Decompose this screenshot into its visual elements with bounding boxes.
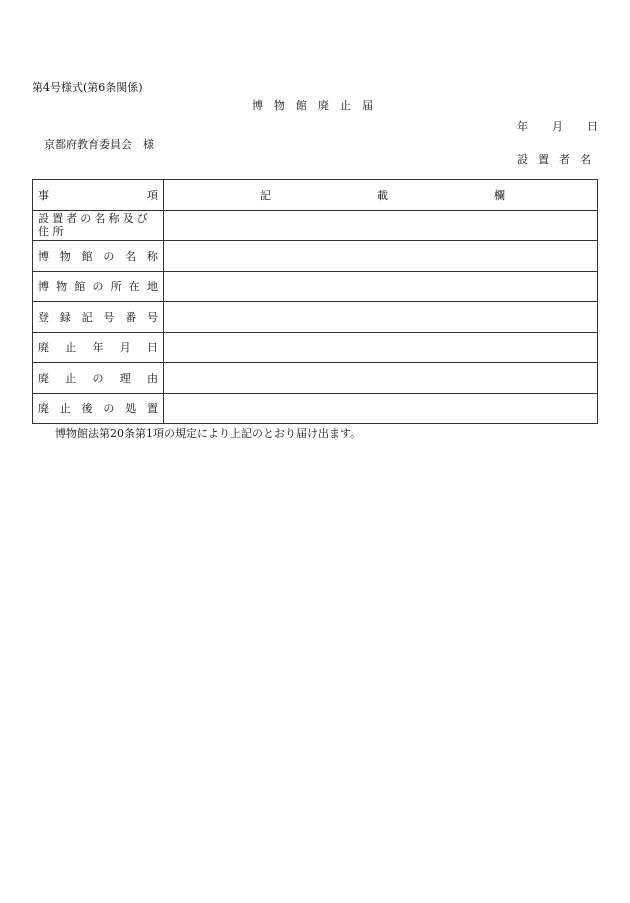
table-row [33,271,598,302]
table-row [33,302,598,333]
row-label-char: 館 [81,249,93,263]
row-label-char: 住 [38,225,49,239]
row-label-char: 廃 [38,402,49,416]
row-label-char: 年 [92,341,104,355]
submitter-label-text: 設置者名 [517,153,601,166]
row-label-char: 止 [65,341,77,355]
table-header-row [33,180,598,211]
row-label-char: 号 [103,310,115,324]
header-entry-char: 記 [260,188,271,202]
row-value-cell[interactable] [164,210,598,241]
header-item-cell [33,180,164,211]
row-label-char: 所 [52,225,64,239]
row-label-char: 日 [147,341,158,355]
row-label-char: 登 [38,310,49,324]
date-month-label: 月 [552,120,563,133]
row-label-cell [33,241,164,272]
row-label-char: の [103,249,115,263]
row-label-char: 記 [81,310,93,324]
row-label-char: 止 [59,402,71,416]
row-label-char: の [92,280,104,294]
table-row [33,393,598,424]
addressee: 京都府教育委員会 様 [44,138,154,151]
notification-table [32,179,598,424]
row-label [38,400,158,416]
row-label [38,309,158,325]
table-row [33,210,598,241]
page-title [252,99,384,112]
header-entry-label [164,187,597,203]
submitter-label [517,154,601,165]
row-label [38,339,158,355]
row-label-char: 廃 [38,371,49,385]
row-value-cell[interactable] [164,271,598,302]
row-label-cell [33,393,164,424]
row-label-char: 後 [81,402,93,416]
row-label-cell [33,210,164,241]
row-value-cell[interactable] [164,241,598,272]
row-label-char: 理 [119,371,131,385]
row-label-char: 博 [38,280,49,294]
header-item-char: 事 [38,188,49,202]
header-item-char: 項 [147,188,158,202]
date-day-label: 日 [587,120,598,133]
table-row [33,241,598,272]
row-label [38,278,158,294]
row-label-char: 物 [59,249,71,263]
row-label-char: の [92,371,104,385]
header-item-label [38,187,158,203]
row-label-char: 名 [125,249,137,263]
table-row [33,363,598,394]
row-label-char: 由 [147,371,158,385]
row-label [38,370,158,386]
row-label-char: 録 [59,310,71,324]
row-label-line2 [38,225,158,238]
row-label-char: 博 [38,249,49,263]
table-row [33,332,598,363]
date-year-label: 年 [517,120,528,133]
row-label-cell [33,271,164,302]
row-value-cell[interactable] [164,363,598,394]
row-label-cell [33,332,164,363]
row-label-char: 在 [128,280,140,294]
row-label-char: の [103,402,115,416]
row-label-char: 号 [146,310,158,324]
row-value-cell[interactable] [164,332,598,363]
row-label-char: 止 [65,371,77,385]
header-entry-char: 欄 [494,188,505,202]
form-number: 第4号様式(第6条関係) [32,81,143,94]
footer-statement: 博物館法第20条第1項の規定により上記のとおり届け出ます。 [55,427,362,440]
row-label-cell [33,302,164,333]
row-label-char: 廃 [38,341,49,355]
row-label-char: 地 [146,280,158,294]
row-label [38,248,158,264]
row-label-char: 物 [56,280,68,294]
row-label-char: 番 [125,310,137,324]
row-value-cell[interactable] [164,302,598,333]
row-label-char: 月 [119,341,131,355]
row-label-line1: 設置者の名称及び [38,212,151,226]
row-label-char: 処 [125,402,137,416]
row-label-char: 称 [146,249,158,263]
row-label-char: 館 [74,280,86,294]
row-label-char: 置 [146,402,158,416]
page-title-text: 博物館廃止届 [252,99,384,112]
date-line [517,121,598,132]
row-label-cell [33,363,164,394]
row-value-cell[interactable] [164,393,598,424]
header-entry-cell [164,180,598,211]
header-entry-char: 載 [377,188,388,202]
row-label-char: 所 [110,280,122,294]
